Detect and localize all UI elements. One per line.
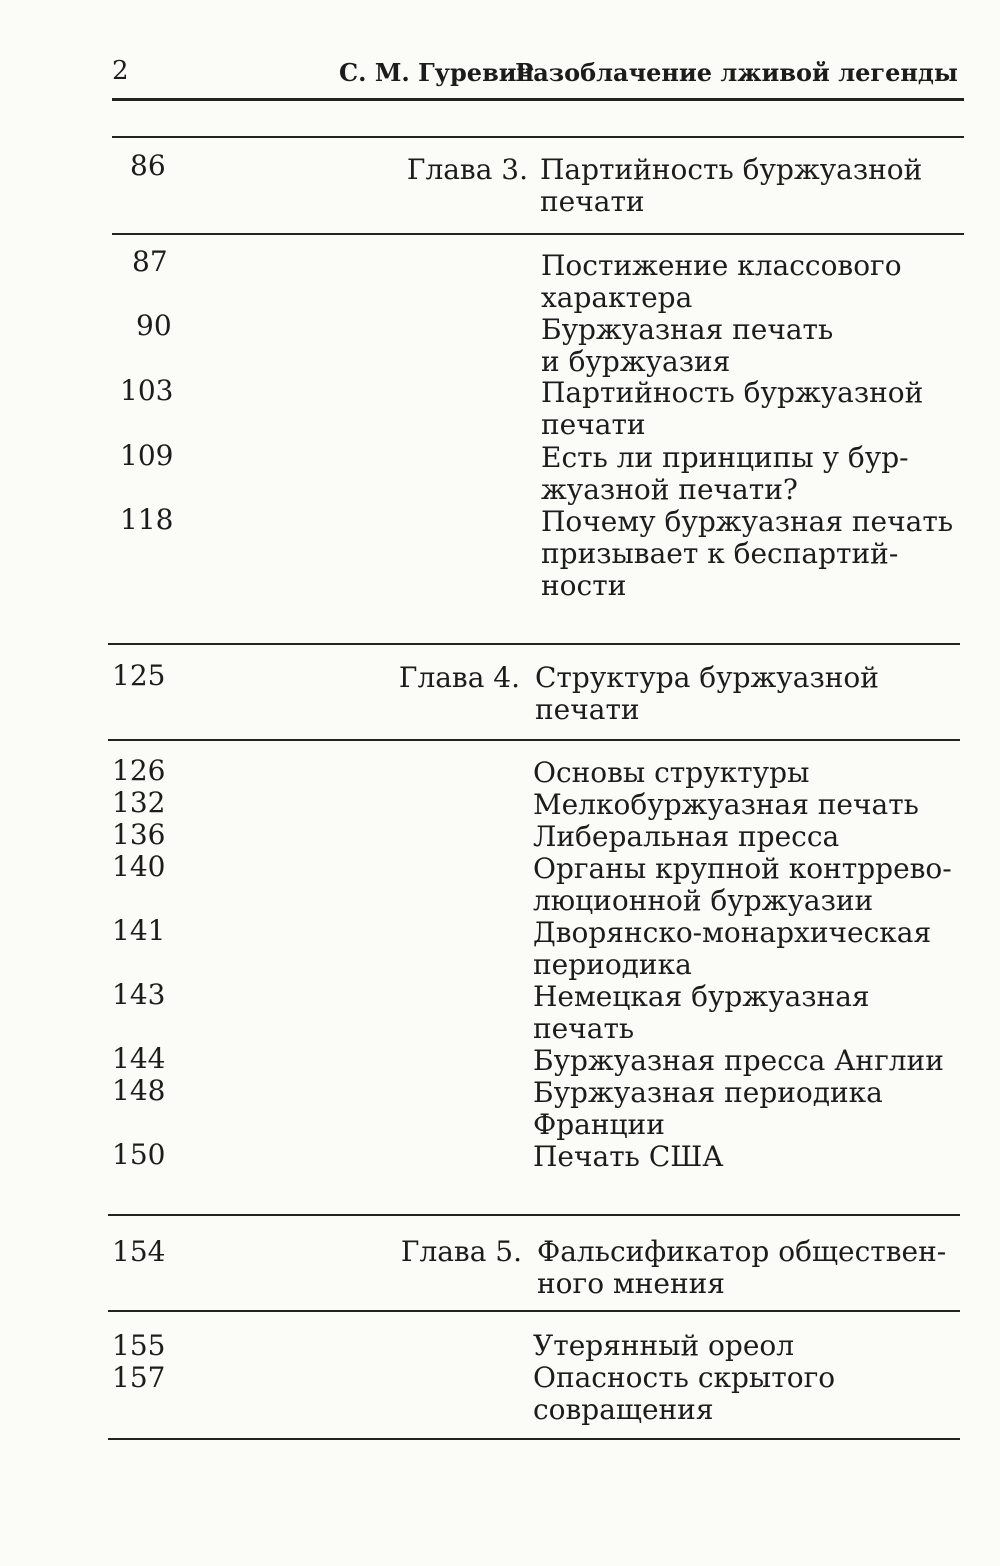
- entry-title-line: Дворянско-монархическая: [533, 916, 932, 949]
- entry-page-number: 132: [112, 786, 166, 819]
- chapter-rule: [108, 1310, 960, 1312]
- entry-title-line: периодика: [533, 948, 692, 981]
- entry-page-number: 136: [112, 818, 166, 851]
- entry-title-line: печати: [541, 408, 646, 441]
- chapter-rule: [112, 233, 964, 235]
- bottom-rule: [108, 1438, 960, 1440]
- entry-page-number: 144: [112, 1042, 166, 1075]
- chapter-rule: [108, 643, 960, 645]
- entry-title-line: характера: [541, 281, 693, 314]
- entry-page-number: 148: [112, 1074, 166, 1107]
- entry-page-number: 126: [112, 754, 166, 787]
- chapter-title-line: печати: [535, 693, 640, 726]
- chapter-title-line: Фальсификатор обществен-: [537, 1235, 947, 1268]
- chapter-rule: [108, 739, 960, 741]
- entry-page-number: 109: [120, 439, 174, 472]
- entry-title-line: Постижение классового: [541, 249, 902, 282]
- entry-title-line: Органы крупной контррево-: [533, 852, 952, 885]
- chapter-title-line: ного мнения: [537, 1267, 725, 1300]
- entry-title-line: печать: [533, 1012, 635, 1045]
- entry-title-line: ности: [541, 569, 627, 602]
- chapter-page-number: 154: [112, 1235, 166, 1268]
- entry-page-number: 87: [132, 245, 168, 278]
- entry-page-number: 150: [112, 1138, 166, 1171]
- entry-title-line: Утерянный ореол: [533, 1329, 795, 1362]
- entry-page-number: 118: [120, 503, 174, 536]
- entry-page-number: 143: [112, 978, 166, 1011]
- entry-title-line: Буржуазная пресса Англии: [533, 1044, 944, 1077]
- entry-page-number: 90: [136, 309, 172, 342]
- entry-title-line: Франции: [533, 1108, 665, 1141]
- chapter-title-line: печати: [540, 185, 645, 218]
- entry-title-line: жуазной печати?: [541, 473, 798, 506]
- entry-title-line: Есть ли принципы у бур-: [541, 441, 909, 474]
- chapter-page-number: 86: [130, 149, 166, 182]
- header-rule: [112, 98, 964, 101]
- entry-title-line: и буржуазия: [541, 345, 731, 378]
- entry-title-line: совращения: [533, 1393, 714, 1426]
- chapter-title-line: Структура буржуазной: [535, 661, 879, 694]
- entry-title-line: призывает к беспартий-: [541, 537, 899, 570]
- entry-page-number: 157: [112, 1361, 166, 1394]
- entry-title-line: Мелкобуржуазная печать: [533, 788, 919, 821]
- entry-title-line: Почему буржуазная печать: [541, 505, 954, 538]
- entry-page-number: 103: [120, 374, 174, 407]
- entry-page-number: 141: [112, 914, 166, 947]
- entry-page-number: 155: [112, 1329, 166, 1362]
- page-number: 2: [112, 56, 129, 86]
- chapter-label: Глава 3.: [406, 153, 528, 186]
- entry-title-line: Буржуазная периодика: [533, 1076, 883, 1109]
- header-author: С. М. Гуревич: [339, 58, 535, 87]
- chapter-label: Глава 4.: [398, 661, 520, 694]
- entry-title-line: Немецкая буржуазная: [533, 980, 870, 1013]
- entry-title-line: Либеральная пресса: [533, 820, 840, 853]
- entry-title-line: Печать США: [533, 1140, 724, 1173]
- chapter-title-line: Партийность буржуазной: [540, 153, 923, 186]
- chapter-label: Глава 5.: [400, 1235, 522, 1268]
- chapter-rule: [108, 1214, 960, 1216]
- entry-page-number: 140: [112, 850, 166, 883]
- header-book-title: Разоблачение лживой легенды: [515, 58, 958, 87]
- entry-title-line: люционной буржуазии: [533, 884, 874, 917]
- entry-title-line: Основы структуры: [533, 756, 810, 789]
- entry-title-line: Опасность скрытого: [533, 1361, 836, 1394]
- running-header: [112, 52, 964, 96]
- chapter-rule: [112, 136, 964, 138]
- chapter-page-number: 125: [112, 659, 166, 692]
- entry-title-line: Партийность буржуазной: [541, 376, 924, 409]
- entry-title-line: Буржуазная печать: [541, 313, 834, 346]
